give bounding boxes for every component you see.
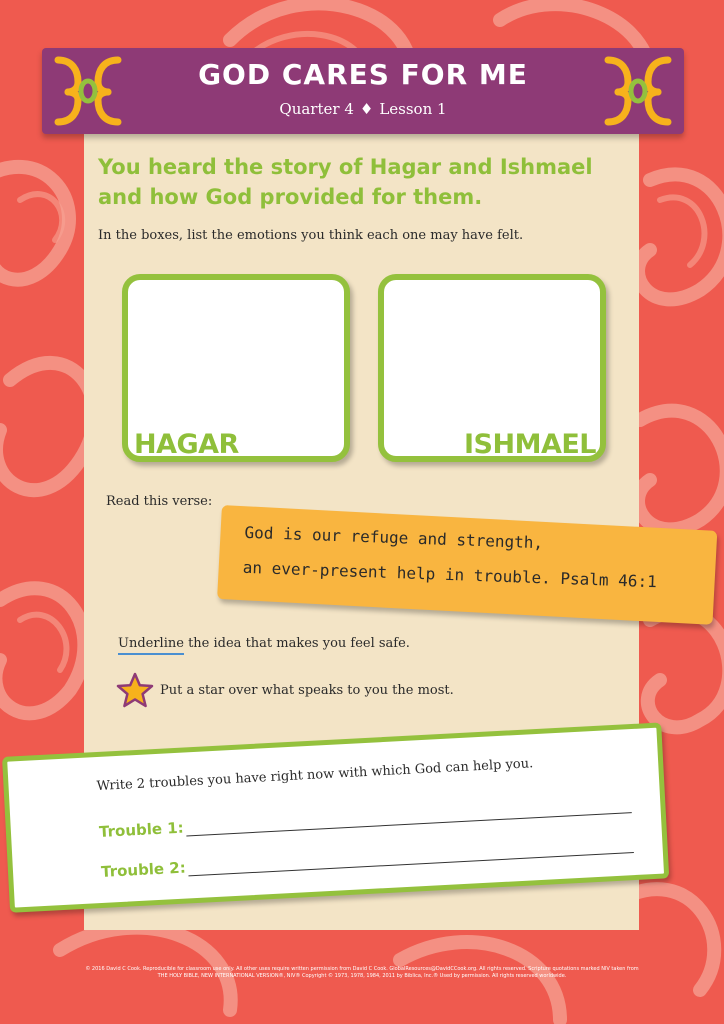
trouble-2-row <box>101 835 634 881</box>
headline-line-2: and how God provided for them. <box>98 185 483 209</box>
underline-task-text: the idea that makes you feel safe. <box>183 636 410 651</box>
underline-word: Underline <box>118 636 184 655</box>
headline-line-1: You heard the story of Hagar and Ishmael <box>98 155 593 179</box>
ishmael-label: ISHMAEL <box>463 429 596 460</box>
ornament-icon <box>598 52 678 130</box>
footer-line-2: THE HOLY BIBLE, NEW INTERNATIONAL VERSION®, NIV® Copyright © 1973, 1978, 1984, 2011 by Biblica, Inc.® Used by permission. All rights reserved worldwide. <box>157 973 567 979</box>
separator: ♦ <box>359 100 374 118</box>
verse-line-2[interactable]: an ever-present help in trouble. Psalm 46:1 <box>242 557 658 592</box>
troubles-prompt: Write 2 troubles you have right now with which God can help you. <box>96 756 534 795</box>
story-headline <box>98 152 618 212</box>
emotion-instruction: In the boxes, list the emotions you think each one may have felt. <box>98 228 524 243</box>
lesson-label: Lesson 1 <box>379 100 447 118</box>
star-task-text: Put a star over what speaks to you the most. <box>160 682 454 698</box>
page-title: GOD CARES FOR ME <box>198 58 528 91</box>
ishmael-emotion-box[interactable] <box>378 274 606 462</box>
trouble-1-line[interactable] <box>185 798 631 836</box>
footer-line-1: © 2016 David C Cook. Reproducible for classroom use only. All other uses require written permission from David C Cook. GlobalResources@DavidCCook.org. All rights reserved. Scripture quotations marked NIV taken from <box>85 966 639 972</box>
verse-line-1[interactable]: God is our refuge and strength, <box>244 522 544 553</box>
lesson-subtitle <box>42 100 684 118</box>
hagar-emotion-box[interactable] <box>122 274 350 462</box>
trouble-2-line[interactable] <box>187 838 633 876</box>
underline-task <box>118 636 410 651</box>
trouble-1-row <box>99 795 632 841</box>
title-banner <box>42 48 684 134</box>
quarter-label: Quarter 4 <box>279 100 354 118</box>
copyright-footer <box>30 966 694 980</box>
hagar-label: HAGAR <box>134 429 239 460</box>
star-icon <box>116 672 154 708</box>
star-task <box>116 672 454 708</box>
trouble-1-label: Trouble 1: <box>98 818 185 842</box>
read-verse-prompt: Read this verse: <box>106 494 213 509</box>
trouble-2-label: Trouble 2: <box>100 858 187 881</box>
